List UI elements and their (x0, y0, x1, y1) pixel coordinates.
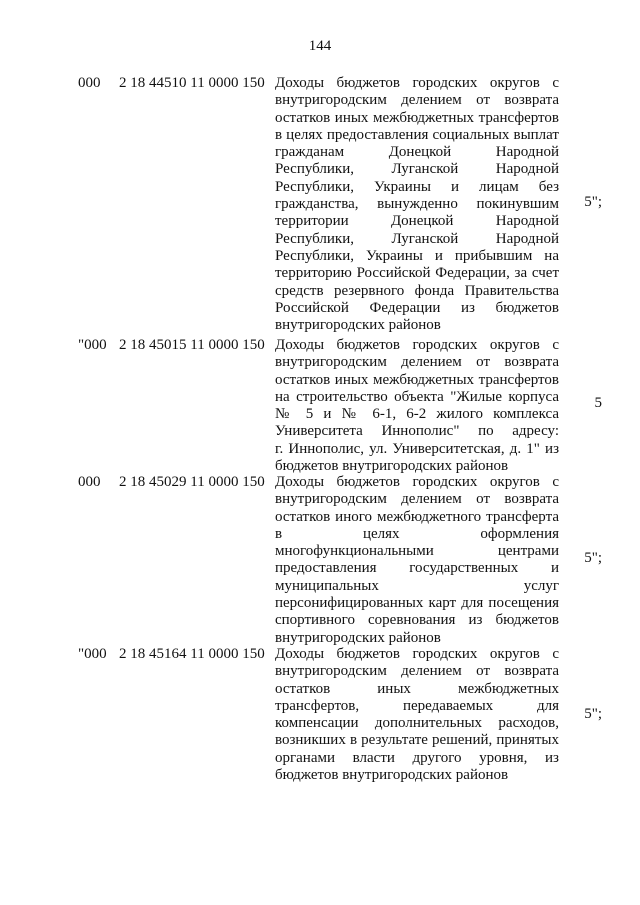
revenue-code: 2 18 44510 11 0000 150 (119, 75, 265, 91)
description-line: Доходы бюджетов городских округов с (275, 646, 559, 662)
norm-value: 5"; (584, 194, 602, 210)
revenue-description (275, 646, 559, 784)
description-line: г. Иннополис, ул. Университетская, д. 1" из (275, 440, 559, 457)
revenue-description (275, 75, 559, 334)
description-line: Доходы бюджетов городских округов с (275, 75, 559, 91)
description-line: Доходы бюджетов городских округов с (275, 474, 559, 490)
description-line: средств резервного фонда Правительства (275, 282, 559, 299)
page-number: 144 (308, 38, 332, 54)
description-line: бюджетов внутригородских районов (275, 458, 509, 475)
norm-value: 5 (594, 395, 602, 411)
code-prefix: "000 (78, 646, 107, 662)
revenue-code: 2 18 45164 11 0000 150 (119, 646, 265, 662)
code-prefix: 000 (78, 75, 101, 91)
norm-value: 5"; (584, 550, 602, 566)
description-line: остатков иных межбюджетных (275, 680, 559, 697)
code-prefix: "000 (78, 337, 107, 353)
description-line: Университета Иннополис" по адресу: (275, 423, 559, 440)
description-line: внутригородских районов (275, 629, 441, 646)
description-line: предоставления государственных и (275, 560, 559, 577)
revenue-code: 2 18 45029 11 0000 150 (119, 474, 265, 490)
description-line: Республики, Украины и прибывшим на (275, 247, 559, 264)
description-line: компенсации дополнительных расходов, (275, 715, 559, 732)
code-prefix: 000 (78, 474, 101, 490)
description-line: внутригородских районов (275, 317, 441, 334)
description-line: спортивного соревнования из бюджетов (275, 612, 559, 629)
description-line: остатков иных межбюджетных трансфертов (275, 371, 559, 388)
description-line: внутригородским делением от возврата (275, 354, 559, 371)
description-line: многофункциональными центрами (275, 543, 559, 560)
description-line: в целях предоставления социальных выплат (275, 126, 559, 143)
description-line: возникших в результате решений, принятых (275, 732, 559, 749)
revenue-code: 2 18 45015 11 0000 150 (119, 337, 265, 353)
description-line: бюджетов внутригородских районов (275, 767, 509, 784)
description-line: муниципальных услуг (275, 577, 559, 594)
revenue-description (275, 474, 559, 647)
norm-value: 5"; (584, 706, 602, 722)
description-line: Российской Федерации из бюджетов (275, 299, 559, 316)
description-line: внутригородским делением от возврата (275, 491, 559, 508)
description-line: внутригородским делением от возврата (275, 663, 559, 680)
description-line: Республики, Луганской Народной (275, 161, 559, 178)
description-line: территорию Российской Федерации, за счет (275, 265, 559, 282)
description-line: Республики, Украины и лицам без (275, 178, 559, 195)
description-line: территории Донецкой Народной (275, 213, 559, 230)
description-line: гражданства, вынужденно покинувшим (275, 196, 559, 213)
description-line: Доходы бюджетов городских округов с (275, 337, 559, 353)
description-line: персонифицированных карт для посещения (275, 595, 559, 612)
description-line: на строительство объекта "Жилые корпуса (275, 388, 559, 405)
description-line: внутригородским делением от возврата (275, 92, 559, 109)
description-line: Республики, Луганской Народной (275, 230, 559, 247)
description-line: гражданам Донецкой Народной (275, 144, 559, 161)
description-line: трансфертов, передаваемых для (275, 697, 559, 714)
revenue-description (275, 337, 559, 475)
description-line: остатков иных межбюджетных трансфертов (275, 109, 559, 126)
description-line: остатков иного межбюджетного трансферта (275, 508, 559, 525)
description-line: органами власти другого уровня, из (275, 749, 559, 766)
description-line: № 5 и № 6-1, 6-2 жилого комплекса (275, 406, 559, 423)
description-line: в целях оформления (275, 525, 559, 542)
